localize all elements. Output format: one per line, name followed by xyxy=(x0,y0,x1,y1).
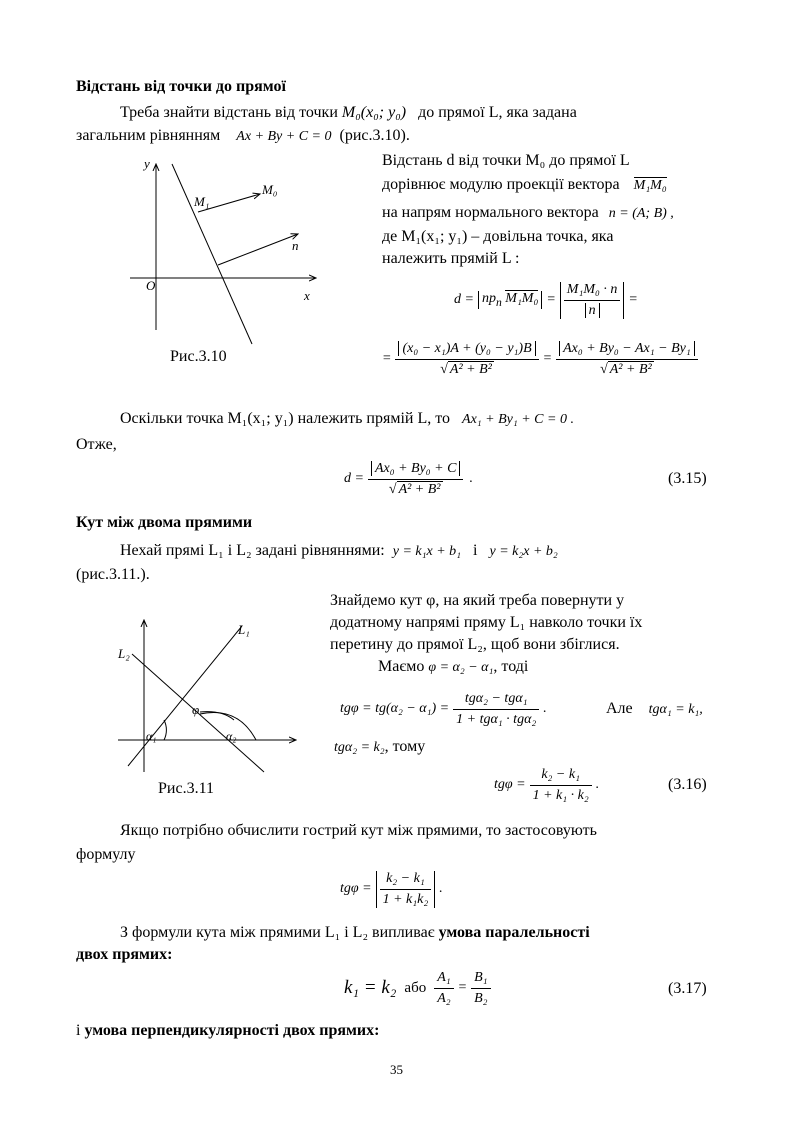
projection-vector: M₁M₀ xyxy=(505,291,539,307)
acute-lhs: tgφ = xyxy=(340,881,372,896)
normal-vector xyxy=(218,234,298,265)
hence-text: , тому xyxy=(384,738,426,755)
parallel-formula xyxy=(344,962,491,1014)
therefore-text: Отже, xyxy=(76,436,117,453)
dot-product-abs xyxy=(560,282,625,319)
simplified-num: Ax₀ + By₀ − Ax₁ − By₁ xyxy=(559,341,695,356)
equation-number-3-15: (3.15) xyxy=(668,470,707,487)
norm-n: n xyxy=(585,303,600,318)
line2-equation: y = k₂x + b₂ xyxy=(489,544,558,559)
alpha1-arc xyxy=(164,720,166,740)
since-equation: Ax₁ + By₁ + C = 0 . xyxy=(462,412,574,427)
formula-d: d = xyxy=(454,292,474,307)
parallel-k-eq: k₁ = k₂ xyxy=(344,977,397,998)
intro-point: M₀(x₀; y₀) xyxy=(341,104,407,121)
figure-3-10 xyxy=(120,150,340,350)
final-num: Ax₀ + By₀ + C xyxy=(371,461,461,476)
tan-alpha2-line xyxy=(334,738,425,756)
formula-eq-4: = xyxy=(542,351,553,366)
parallel-line-1 xyxy=(120,924,590,942)
tan-num: tgα₂ − tgα₁ xyxy=(453,691,539,710)
right-line-2 xyxy=(382,176,667,194)
projection-abs xyxy=(478,291,542,309)
B1: B₁ xyxy=(471,970,490,989)
page-number: 35 xyxy=(390,1062,403,1077)
figure-3-11 xyxy=(112,612,302,778)
simplified-den: A² + B² xyxy=(609,361,652,377)
projection-sub: n xyxy=(495,295,502,309)
figure-caption-3-11: Рис.3.11 xyxy=(158,780,214,797)
equation-number-3-16: (3.16) xyxy=(668,776,707,793)
right-text-3: на напрям нормального вектора xyxy=(382,204,599,221)
label-alpha1: α₁ xyxy=(146,729,157,743)
result-den: 1 + k₁ · k₂ xyxy=(532,787,589,803)
right-line-4: де M₁(x₁; y₁) – довільна точка, яка xyxy=(382,228,614,245)
final-d: d = xyxy=(344,471,364,486)
vector-label: M₁M₀ xyxy=(633,178,667,193)
result-dot: . xyxy=(595,777,600,792)
general-equation: Ax + By + C = 0 xyxy=(236,129,332,144)
and-text: і xyxy=(473,542,478,559)
then-text: , тоді xyxy=(493,658,529,675)
distance-final-formula: d = $\frac{\text{Ax₀ + By₀ + C}}{\text{√ A² + B²}}$ . xyxy=(344,460,473,497)
label-origin: O xyxy=(146,278,156,293)
formula-eq-1: = xyxy=(546,292,556,307)
A1: A₁ xyxy=(434,970,453,989)
perpendicular-line xyxy=(76,1022,379,1040)
intro-text-b: до прямої L, яка задана xyxy=(418,104,577,121)
line-L xyxy=(172,164,252,344)
since-text: Оскільки точка M₁(x₁; y₁) належить прямій L, то xyxy=(120,410,451,427)
expanded-den: A² + B² xyxy=(449,361,492,377)
angle-line-3: перетину до прямої L₂, щоб вони збіглися. xyxy=(330,636,620,653)
label-M0: M₀ xyxy=(262,182,278,197)
section-heading-angle: Кут між двома прямими xyxy=(76,514,253,531)
label-L1: L₁ xyxy=(238,622,250,637)
line1-equation: y = k₁x + b₁ xyxy=(392,544,462,559)
formula-eq-3: = xyxy=(382,351,392,366)
projection-np: np xyxy=(481,291,496,307)
have-text: Маємо xyxy=(378,658,425,675)
expanded-num: (x₀ − x₁)A + (y₀ − y₁)B xyxy=(398,341,535,356)
tan-alpha1-eq: tgα₁ = k₁, xyxy=(648,702,703,717)
result-num: k₂ − k₁ xyxy=(530,767,592,786)
since-line xyxy=(120,410,574,428)
perpendicular-condition-label: умова перпендикулярності двох прямих: xyxy=(84,1022,380,1039)
but-line xyxy=(606,700,703,718)
parallel-line-2: двох прямих: xyxy=(76,946,173,963)
right-text-2: дорівнює модулю проекції вектора xyxy=(382,176,620,193)
and-text-2: і xyxy=(76,1022,81,1039)
formula-eq-2: = xyxy=(628,292,638,307)
label-alpha2: α₂ xyxy=(226,729,237,743)
B2: B₂ xyxy=(474,990,488,1006)
line-L1 xyxy=(128,626,242,766)
intro-line-1 xyxy=(120,104,577,122)
intro-text-c: загальним рівнянням xyxy=(76,127,221,144)
angle-line-4 xyxy=(378,658,528,676)
right-line-3 xyxy=(382,204,674,222)
acute-dot: . xyxy=(439,881,443,896)
acute-den: 1 + k₁k₂ xyxy=(382,891,429,907)
final-dot: . xyxy=(469,471,473,486)
result-lhs: tgφ = xyxy=(494,777,526,792)
acute-angle-formula xyxy=(340,862,443,916)
final-den: A² + B² xyxy=(398,481,441,497)
equation-number-3-17: (3.17) xyxy=(668,980,707,997)
fig-ref: (рис.3.10). xyxy=(339,127,410,144)
tan-result-formula xyxy=(494,762,599,808)
A2: A₂ xyxy=(437,990,451,1006)
acute-num: k₂ − k₁ xyxy=(380,871,432,890)
label-L2: L₂ xyxy=(118,646,130,661)
parallel-condition-label: умова паралельності xyxy=(438,924,590,941)
tan-lhs: tgφ = tg(α₂ − α₁) = xyxy=(340,701,450,716)
intro-line-2 xyxy=(76,127,410,145)
tan-den: 1 + tgα₁ · tgα₂ xyxy=(456,711,537,727)
let-line xyxy=(120,542,558,560)
or-text: або xyxy=(404,979,427,996)
dot-product-num: M₁M₀ · n xyxy=(564,282,621,301)
figure-caption-3-10: Рис.3.10 xyxy=(170,348,227,365)
acute-line-2: формулу xyxy=(76,846,136,863)
tan-difference-formula xyxy=(340,686,547,732)
ratio-eq: = xyxy=(457,980,468,995)
angle-line-2: додатному напрямі пряму L₁ навколо точки їх xyxy=(330,614,643,631)
parallel-text: З формули кута між прямими L₁ і L₂ випливає xyxy=(120,924,435,941)
angle-line-1: Знайдемо кут φ, на який треба повернути у xyxy=(330,592,625,609)
normal-vector-eq: n = (A; B) , xyxy=(608,206,674,221)
label-y: y xyxy=(144,156,150,171)
distance-formula-1 xyxy=(454,272,638,328)
tan-dot: . xyxy=(543,701,547,716)
right-line-1: Відстань d від точки M₀ до прямої L xyxy=(382,152,630,169)
label-M1: M₁ xyxy=(194,194,210,209)
tan-alpha2-eq: tgα₂ = k₂ xyxy=(334,740,385,755)
label-n: n xyxy=(292,238,299,253)
let-ref: (рис.3.11.). xyxy=(76,566,150,583)
let-text: Нехай прямі L₁ і L₂ задані рівняннями: xyxy=(120,542,385,559)
label-x: x xyxy=(304,288,310,303)
acute-line-1: Якщо потрібно обчислити гострий кут між прямими, то застосовують xyxy=(120,822,597,839)
label-phi: φ xyxy=(192,702,200,717)
but-text: Але xyxy=(606,700,633,717)
right-line-5: належить прямій L : xyxy=(382,250,520,267)
phi-equation: φ = α₂ − α₁ xyxy=(428,660,494,675)
intro-text-a: Треба знайти відстань від точки xyxy=(120,104,338,121)
section-heading-distance: Відстань від точки до прямої xyxy=(76,78,286,95)
distance-formula-2: = $\frac{\text{(x₀ − x₁)A + (y₀ − y₁)B}}{\text{√ A² + B²}}$ = $\frac{\text{Ax₀ + By₀ − Ax₁ − By₁}}{\text{√ A² + B²}}$ xyxy=(382,334,698,384)
